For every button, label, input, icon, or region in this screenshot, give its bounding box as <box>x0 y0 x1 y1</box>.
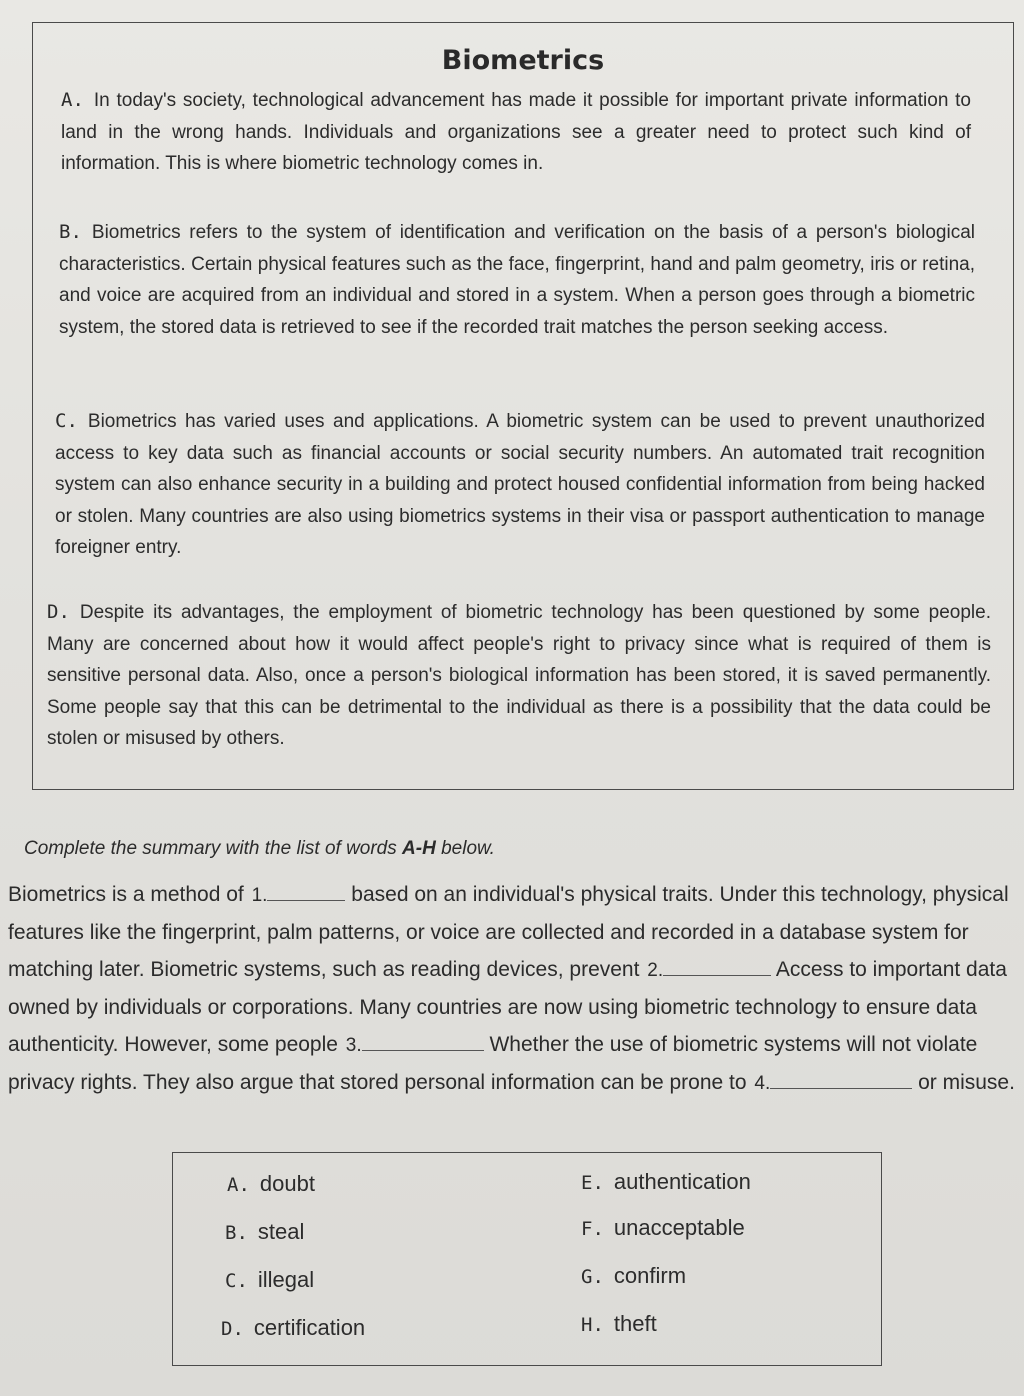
option-letter: H. <box>581 1314 604 1336</box>
instruction-range: A-H <box>402 838 436 859</box>
instruction-text-end: below. <box>435 838 495 859</box>
option-letter: A. <box>227 1174 250 1196</box>
paragraph-c <box>55 406 985 564</box>
option-c <box>225 1267 314 1293</box>
instruction-text: Complete the summary with the list of words <box>24 838 403 859</box>
paragraph-text: Biometrics has varied uses and applications. A biometric system can be used to prevent unauthorized access to key data such as financial accounts or social security numbers. An automated trait recognition system can also enhance security in a building and protect housed confidential information from being hacked or stolen. Many countries are also using biometrics systems in their visa or passport authentication to manage foreigner entry. <box>55 411 985 558</box>
summary-text: Access to important data owned by individuals or corporations. Many countries are now using biometric technology to ensure data authenticity. However, some people <box>8 958 1007 1056</box>
blank-number-4: 4. <box>754 1073 771 1094</box>
blank-number-3: 3. <box>345 1035 362 1056</box>
option-word: confirm <box>613 1263 687 1288</box>
option-g <box>581 1263 686 1289</box>
option-h <box>581 1311 657 1337</box>
paragraph-d <box>47 597 991 755</box>
option-letter: E. <box>581 1172 604 1194</box>
option-letter: G. <box>581 1266 604 1288</box>
paragraph-text: Biometrics refers to the system of identification and verification on the basis of a person's biological characteristics. Certain physical features such as the face, fingerprint, hand and palm geometry, iris or retina, and voice are acquired from an individual and stored in a system. When a person goes through a biometric system, the stored data is retrieved to see if the recorded trait matches the person seeking access. <box>59 222 975 338</box>
option-word: theft <box>613 1311 657 1336</box>
summary-text: Whether the use of biometric systems will not violate privacy rights. They also argue that stored personal information can be prone to <box>8 1033 978 1094</box>
summary-text: based on an individual's physical traits. Under this technology, physical features like the fingerprint, palm patterns, or voice are collected and recorded in a database system for matching later. Biometric systems, such as reading devices, prevent <box>8 883 1009 981</box>
blank-number-2: 2. <box>647 960 664 981</box>
passage-title: Biometrics <box>441 45 605 76</box>
blank-number-1: 1. <box>251 885 268 906</box>
option-word: unacceptable <box>613 1215 745 1240</box>
option-word: steal <box>257 1219 305 1244</box>
option-letter: F. <box>581 1218 604 1240</box>
option-word: doubt <box>259 1171 315 1196</box>
answer-blank-4[interactable] <box>770 1070 912 1089</box>
option-word: authentication <box>613 1169 751 1194</box>
option-word: illegal <box>257 1267 315 1292</box>
word-list-box <box>172 1152 882 1366</box>
summary-instruction <box>24 838 495 860</box>
option-f <box>581 1215 745 1241</box>
option-letter: B. <box>225 1222 248 1244</box>
paragraph-text: In today's society, technological advancement has made it possible for important private information to land in the wrong hands. Individuals and organizations see a greater need to protect such kind of information. This is where biometric technology comes in. <box>61 90 971 174</box>
answer-blank-2[interactable] <box>663 957 771 976</box>
option-b <box>225 1219 304 1245</box>
option-letter: C. <box>225 1270 248 1292</box>
option-d <box>221 1315 365 1341</box>
summary-paragraph <box>8 876 1020 1102</box>
reading-passage-box <box>32 22 1014 790</box>
paragraph-letter: B. <box>59 221 82 243</box>
paragraph-b <box>59 217 975 343</box>
option-e <box>581 1169 751 1195</box>
option-word: certification <box>253 1315 366 1340</box>
paragraph-letter: D. <box>47 601 70 623</box>
paragraph-letter: C. <box>55 410 78 432</box>
summary-text: or misuse. <box>912 1071 1015 1094</box>
paragraph-text: Despite its advantages, the employment of biometric technology has been questioned by some people. Many are concerned about how it would affect people's right to privacy since what is required of them is sensitive personal data. Also, once a person's biological information has been stored, it is saved permanently. Some people say that this can be detrimental to the individual as there is a possibility that the data could be stolen or misused by others. <box>47 602 991 749</box>
answer-blank-1[interactable] <box>267 882 345 901</box>
answer-blank-3[interactable] <box>362 1032 484 1051</box>
option-letter: D. <box>221 1318 244 1340</box>
option-a <box>227 1171 315 1197</box>
paragraph-a <box>61 85 971 180</box>
summary-text: Biometrics is a method of <box>8 883 250 906</box>
paragraph-letter: A. <box>61 89 84 111</box>
